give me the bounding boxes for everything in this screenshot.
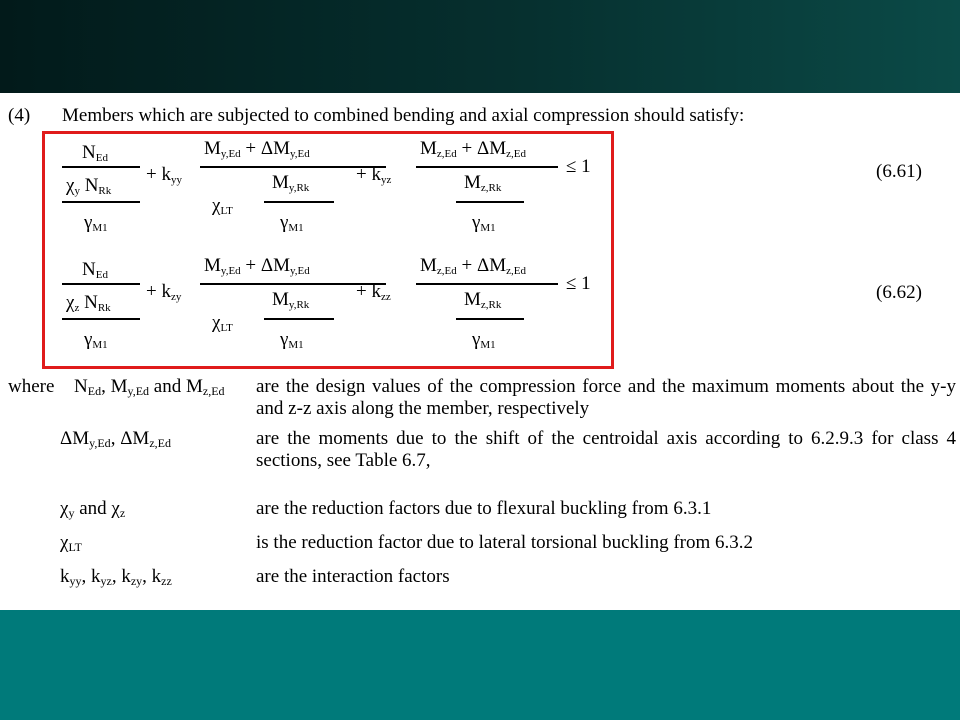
fraction-bar bbox=[416, 283, 558, 285]
definition-symbol: $\chi_{LT}$ bbox=[60, 532, 82, 554]
mz-ed-numerator: $M_{z,Ed} + \Delta M_{z,Ed}$ bbox=[420, 255, 526, 277]
gamma-m1: $\gamma_{M1}$ bbox=[280, 329, 304, 351]
k-term-2: + $k_{yz}$ bbox=[356, 164, 392, 186]
definition-text: are the design values of the compression force and the maximum moments about the y-y and z-z axis along the member, respectively bbox=[256, 376, 956, 419]
clause-text: Members which are subjected to combined bending and axial compression should satisfy: bbox=[62, 105, 745, 126]
definition-symbol: $N_{Ed}$, $M_{y,Ed}$ and $M_{z,Ed}$ bbox=[74, 376, 225, 398]
document-page bbox=[0, 93, 960, 610]
clause-number: (4) bbox=[8, 105, 31, 126]
fraction-bar bbox=[264, 318, 334, 320]
definition-text: are the moments due to the shift of the centroidal axis according to 6.2.9.3 for class 4 sections, see Table 6.7, bbox=[256, 428, 956, 471]
definition-symbol: $k_{yy}$, $k_{yz}$, $k_{zy}$, $k_{zz}$ bbox=[60, 566, 172, 588]
chi-lt: $\chi_{LT}$ bbox=[212, 312, 233, 334]
gamma-m1: $\gamma_{M1}$ bbox=[84, 329, 108, 351]
fraction-bar bbox=[264, 201, 334, 203]
chi-n-rk: $\chi_y$ $N_{Rk}$ bbox=[66, 175, 112, 197]
n-ed: $N_{Ed}$ bbox=[82, 259, 108, 281]
k-term-2: + $k_{zz}$ bbox=[356, 281, 391, 303]
clause-heading bbox=[8, 105, 744, 127]
mz-rk: $M_{z,Rk}$ bbox=[464, 289, 502, 311]
equation-number: (6.62) bbox=[876, 282, 922, 303]
my-rk: $M_{y,Rk}$ bbox=[272, 289, 310, 311]
definition-text: are the interaction factors bbox=[256, 566, 450, 587]
where-label: where bbox=[8, 376, 55, 397]
mz-ed-numerator: $M_{z,Ed} + \Delta M_{z,Ed}$ bbox=[420, 138, 526, 160]
my-rk: $M_{y,Rk}$ bbox=[272, 172, 310, 194]
my-ed-numerator: $M_{y,Ed} + \Delta M_{y,Ed}$ bbox=[204, 138, 310, 160]
gamma-m1: $\gamma_{M1}$ bbox=[280, 212, 304, 234]
chi-lt: $\chi_{LT}$ bbox=[212, 195, 233, 217]
fraction-bar bbox=[416, 166, 558, 168]
fraction-bar bbox=[62, 318, 140, 320]
my-ed-numerator: $M_{y,Ed} + \Delta M_{y,Ed}$ bbox=[204, 255, 310, 277]
k-term-1: + $k_{yy}$ bbox=[146, 164, 182, 186]
definition-text: are the reduction factors due to flexural buckling from 6.3.1 bbox=[256, 498, 712, 519]
mz-rk: $M_{z,Rk}$ bbox=[464, 172, 502, 194]
gamma-m1: $\gamma_{M1}$ bbox=[84, 212, 108, 234]
gamma-m1: $\gamma_{M1}$ bbox=[472, 329, 496, 351]
equation-number: (6.61) bbox=[876, 161, 922, 182]
fraction-bar bbox=[62, 166, 140, 168]
definition-text: is the reduction factor due to lateral torsional buckling from 6.3.2 bbox=[256, 532, 754, 553]
definition-symbol: $\chi_y$ and $\chi_z$ bbox=[60, 498, 126, 520]
definition-symbol: $\Delta M_{y,Ed}$, $\Delta M_{z,Ed}$ bbox=[60, 428, 171, 450]
fraction-bar bbox=[456, 318, 524, 320]
bottom-band bbox=[0, 610, 960, 720]
chi-n-rk: $\chi_z$ $N_{Rk}$ bbox=[66, 292, 111, 314]
top-band bbox=[0, 0, 960, 93]
less-equal-one: ≤ 1 bbox=[566, 273, 591, 294]
fraction-bar bbox=[62, 283, 140, 285]
less-equal-one: ≤ 1 bbox=[566, 156, 591, 177]
gamma-m1: $\gamma_{M1}$ bbox=[472, 212, 496, 234]
k-term-1: + $k_{zy}$ bbox=[146, 281, 182, 303]
n-ed: $N_{Ed}$ bbox=[82, 142, 108, 164]
fraction-bar bbox=[62, 201, 140, 203]
fraction-bar bbox=[456, 201, 524, 203]
